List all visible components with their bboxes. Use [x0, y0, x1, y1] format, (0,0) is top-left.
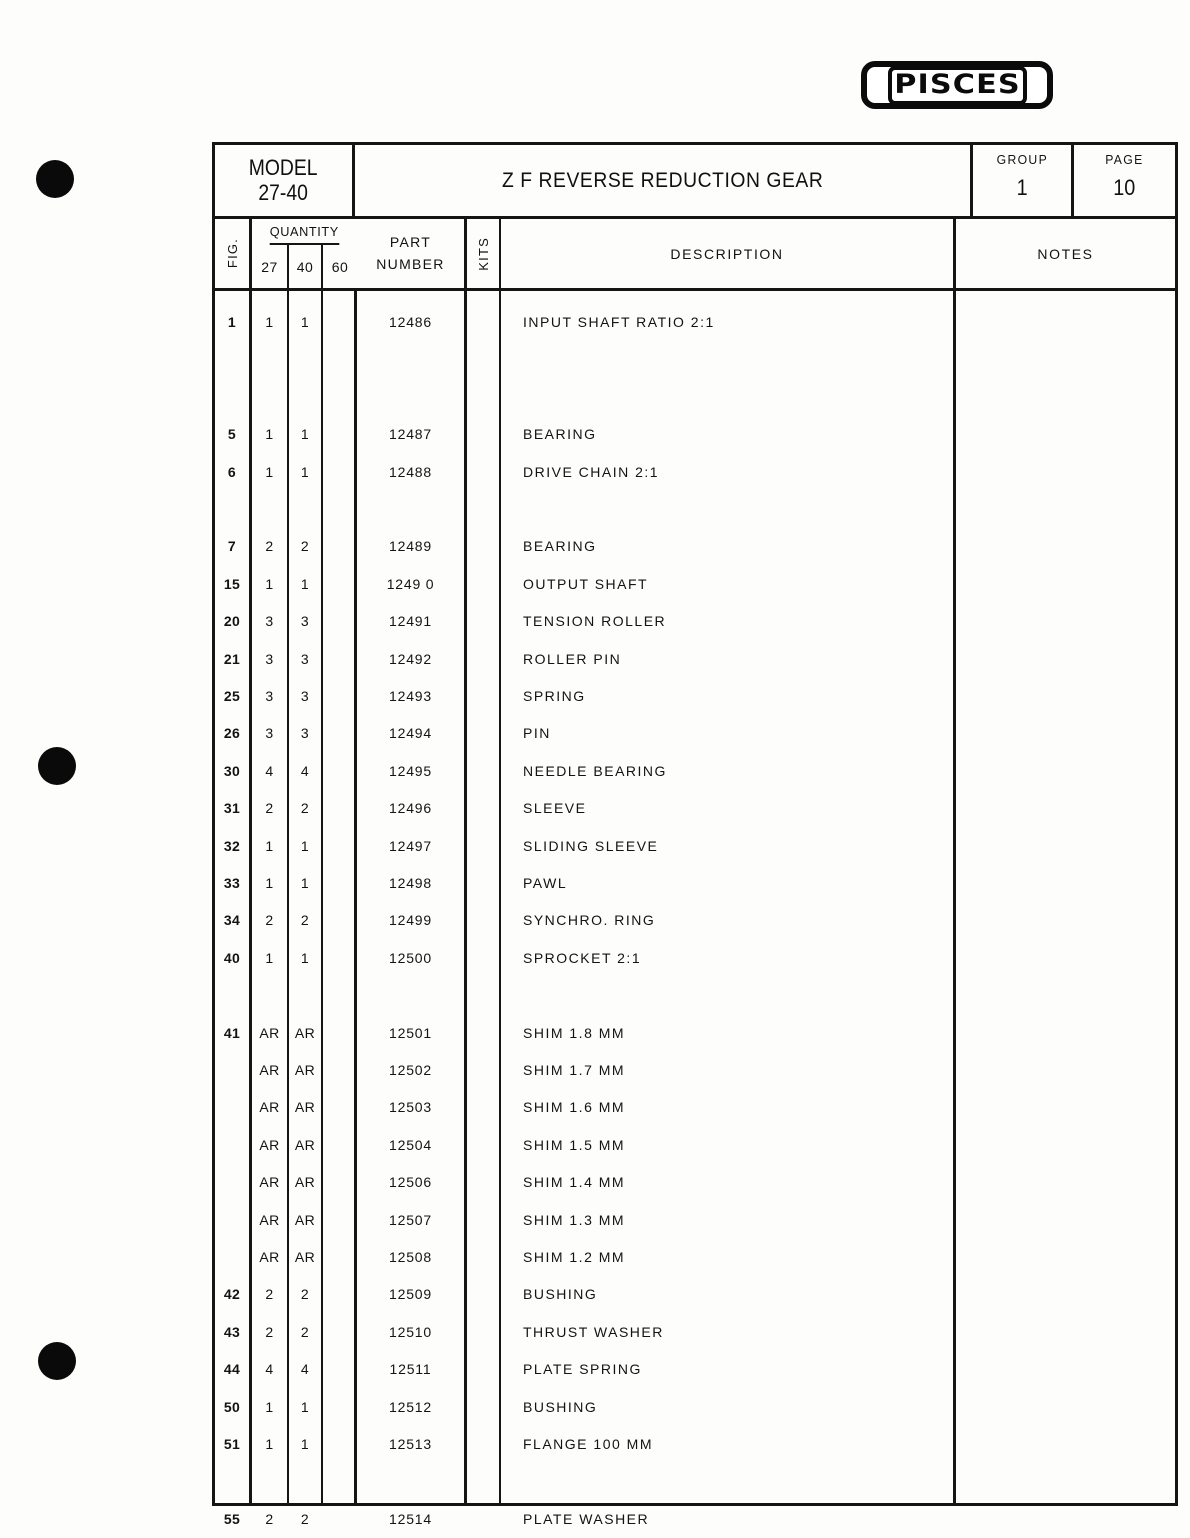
cell-qty-40: 3 — [300, 613, 310, 630]
cell-notes — [956, 874, 1175, 892]
cell-description: SHIM 1.7 MM — [523, 1062, 626, 1078]
col-header-quantity — [252, 219, 357, 288]
cell-qty-60 — [323, 1360, 354, 1378]
cell-qty-40: 1 — [300, 1398, 310, 1415]
cell-part-number: 12507 — [389, 1211, 432, 1228]
cell-qty-27: 2 — [265, 1323, 274, 1340]
col-header-part-number — [357, 219, 467, 288]
cell-qty-40: 1 — [300, 314, 310, 330]
cell-qty-27: 1 — [265, 875, 274, 891]
cell-kits — [467, 799, 499, 817]
cell-qty-40: 4 — [300, 1361, 310, 1378]
cell-description: PLATE WASHER — [523, 1510, 650, 1527]
body-col-kits — [467, 291, 501, 1503]
body-col-part-number — [357, 291, 467, 1527]
cell-description: SHIM 1.5 MM — [523, 1136, 626, 1153]
cell-qty-27: 1 — [265, 426, 274, 443]
cell-qty-60 — [323, 1398, 354, 1416]
col-header-description — [501, 219, 956, 288]
cell-description: PIN — [523, 725, 551, 742]
cell-kits — [467, 1248, 499, 1266]
pisces-logo-text: PISCES — [893, 68, 1021, 100]
cell-qty-40: 1 — [300, 1436, 310, 1452]
cell-qty-27: AR — [259, 1174, 280, 1191]
cell-qty-60 — [323, 463, 354, 481]
cell-description: TENSION ROLLER — [523, 613, 667, 630]
cell-notes — [956, 1285, 1175, 1303]
cell-part-number: 12502 — [389, 1062, 432, 1078]
page-cell — [1074, 145, 1175, 216]
cell-qty-27: AR — [259, 1249, 280, 1265]
cell-qty-27: 1 — [265, 1398, 274, 1415]
cell-qty-27: 1 — [265, 314, 274, 330]
cell-fig: 41 — [223, 1024, 241, 1041]
cell-notes — [956, 1435, 1175, 1453]
cell-fig — [215, 1211, 249, 1229]
cell-part-number: 12497 — [389, 837, 432, 854]
cell-qty-40: 4 — [300, 762, 310, 779]
cell-qty-60 — [323, 537, 354, 555]
cell-notes — [956, 1510, 1175, 1528]
page-value: 10 — [1113, 175, 1136, 200]
cell-fig: 15 — [223, 575, 241, 592]
cell-qty-60 — [323, 1061, 354, 1079]
cell-qty-40: 1 — [300, 837, 310, 854]
cell-kits — [467, 575, 499, 593]
cell-fig — [215, 1098, 249, 1116]
parts-table — [212, 142, 1178, 1527]
cell-qty-27: 4 — [265, 762, 274, 779]
cell-description: BEARING — [523, 538, 597, 555]
cell-qty-27: AR — [259, 1211, 280, 1228]
cell-qty-40: 1 — [300, 575, 310, 592]
cell-qty-27: 2 — [265, 1510, 274, 1527]
cell-part-number: 12512 — [389, 1398, 432, 1415]
cell-qty-40: 2 — [300, 800, 310, 817]
cell-qty-27: 1 — [265, 949, 274, 966]
cell-description: NEEDLE BEARING — [523, 762, 667, 779]
cell-description: THRUST WASHER — [523, 1323, 664, 1340]
cell-part-number: 12508 — [389, 1249, 432, 1265]
cell-notes — [956, 1323, 1175, 1341]
cell-qty-40: 1 — [300, 949, 310, 966]
cell-description: SHIM 1.2 MM — [523, 1249, 626, 1265]
cell-qty-27: 3 — [265, 688, 274, 704]
cell-fig — [215, 1136, 249, 1154]
cell-fig: 5 — [227, 426, 237, 443]
cell-part-number: 12503 — [389, 1099, 432, 1116]
cell-notes — [956, 949, 1175, 967]
cell-fig: 26 — [223, 725, 241, 742]
cell-kits — [467, 837, 499, 855]
cell-qty-40: 1 — [300, 875, 310, 891]
cell-notes — [956, 1248, 1175, 1266]
cell-qty-27: 1 — [265, 575, 274, 592]
cell-kits — [467, 911, 499, 929]
cell-qty-27: 2 — [265, 800, 274, 817]
description-column-label: DESCRIPTION — [670, 245, 784, 262]
cell-description: SHIM 1.3 MM — [523, 1211, 626, 1228]
cell-notes — [956, 762, 1175, 780]
cell-part-number: 12501 — [389, 1024, 432, 1041]
col-header-notes — [956, 219, 1175, 288]
cell-notes — [956, 911, 1175, 929]
cell-kits — [467, 537, 499, 555]
cell-part-number: 12488 — [389, 463, 432, 480]
cell-notes — [956, 1098, 1175, 1116]
body-col-qty-27 — [252, 291, 289, 1527]
cell-part-number: 12510 — [389, 1323, 432, 1340]
column-header-band — [215, 219, 1175, 291]
cell-notes — [956, 1024, 1175, 1042]
cell-qty-40: AR — [294, 1249, 316, 1265]
cell-fig: 7 — [227, 538, 237, 555]
cell-qty-40: AR — [294, 1099, 316, 1116]
cell-kits — [467, 1510, 499, 1528]
body-col-fig — [215, 291, 252, 1527]
cell-notes — [956, 612, 1175, 630]
cell-description: BUSHING — [523, 1286, 598, 1303]
cell-description: INPUT SHAFT RATIO 2:1 — [523, 314, 715, 330]
cell-qty-40: AR — [294, 1062, 316, 1078]
cell-qty-60 — [323, 1173, 354, 1191]
part-label-line2: NUMBER — [376, 255, 445, 272]
cell-fig: 6 — [227, 463, 237, 480]
cell-fig: 44 — [223, 1361, 241, 1378]
cell-notes — [956, 575, 1175, 593]
cell-qty-60 — [323, 575, 354, 593]
cell-description: PAWL — [523, 875, 568, 891]
cell-kits — [467, 762, 499, 780]
group-value: 1 — [1016, 175, 1028, 200]
cell-notes — [956, 1360, 1175, 1378]
cell-qty-27: 2 — [265, 912, 274, 929]
cell-qty-60 — [323, 1024, 354, 1042]
cell-kits — [467, 650, 499, 668]
cell-part-number: 12496 — [389, 800, 432, 817]
cell-fig: 51 — [223, 1436, 241, 1452]
cell-notes — [956, 837, 1175, 855]
cell-qty-40: AR — [294, 1211, 316, 1228]
cell-description: DRIVE CHAIN 2:1 — [523, 463, 660, 480]
cell-qty-40: 3 — [300, 725, 310, 742]
cell-qty-60 — [323, 1285, 354, 1303]
cell-notes — [956, 650, 1175, 668]
cell-qty-40: 3 — [300, 650, 310, 667]
cell-part-number: 12492 — [389, 650, 432, 667]
cell-part-number: 12495 — [389, 762, 432, 779]
cell-fig: 31 — [223, 800, 241, 817]
col-header-qty-60: 60 — [331, 258, 349, 275]
binder-hole-bottom — [38, 1342, 76, 1380]
cell-qty-40: 1 — [300, 463, 310, 480]
kits-column-label: KITS — [475, 236, 491, 271]
cell-fig: 50 — [223, 1398, 241, 1415]
cell-notes — [956, 463, 1175, 481]
cell-part-number: 12504 — [389, 1136, 432, 1153]
cell-notes — [956, 425, 1175, 443]
cell-kits — [467, 1061, 499, 1079]
cell-fig: 25 — [223, 688, 241, 704]
cell-description: BUSHING — [523, 1398, 598, 1415]
cell-description: SPROCKET 2:1 — [523, 949, 642, 966]
cell-kits — [467, 313, 499, 331]
cell-part-number: 12498 — [389, 875, 432, 891]
cell-part-number: 12509 — [389, 1286, 432, 1303]
cell-description: SHIM 1.6 MM — [523, 1099, 626, 1116]
cell-notes — [956, 799, 1175, 817]
cell-qty-60 — [323, 1248, 354, 1266]
cell-fig — [215, 1173, 249, 1191]
cell-qty-40: 2 — [300, 1510, 310, 1527]
cell-fig: 32 — [223, 837, 241, 854]
cell-qty-27: 3 — [265, 613, 274, 630]
cell-qty-40: AR — [294, 1174, 316, 1191]
binder-hole-middle — [38, 747, 76, 785]
pisces-logo-inner — [888, 66, 1027, 105]
cell-notes — [956, 1136, 1175, 1154]
cell-kits — [467, 612, 499, 630]
cell-kits — [467, 1024, 499, 1042]
cell-part-number: 12499 — [389, 912, 432, 929]
cell-kits — [467, 1285, 499, 1303]
cell-qty-60 — [323, 1435, 354, 1453]
cell-qty-40: 3 — [300, 688, 310, 704]
cell-qty-40: AR — [294, 1136, 316, 1153]
cell-part-number: 12489 — [389, 538, 432, 555]
cell-notes — [956, 724, 1175, 742]
cell-part-number: 12491 — [389, 613, 432, 630]
cell-part-number: 12486 — [389, 314, 432, 330]
cell-qty-60 — [323, 911, 354, 929]
cell-fig: 55 — [223, 1510, 241, 1527]
cell-qty-27: 1 — [265, 837, 274, 854]
cell-part-number: 12514 — [389, 1510, 432, 1527]
cell-description: SHIM 1.8 MM — [523, 1024, 626, 1041]
cell-kits — [467, 687, 499, 705]
cell-fig — [215, 1061, 249, 1079]
page-label: PAGE — [1105, 152, 1144, 167]
cell-description: SLEEVE — [523, 800, 587, 817]
table-body — [215, 291, 1175, 1527]
cell-description: SHIM 1.4 MM — [523, 1174, 626, 1191]
assembly-title-cell — [355, 145, 973, 216]
cell-qty-40: 2 — [300, 912, 310, 929]
quantity-column-label: QUANTITY — [270, 219, 339, 245]
cell-kits — [467, 724, 499, 742]
cell-qty-40: 2 — [300, 1286, 310, 1303]
cell-qty-27: AR — [259, 1136, 280, 1153]
cell-qty-60 — [323, 1323, 354, 1341]
model-label: MODEL — [249, 154, 318, 180]
cell-part-number: 12500 — [389, 949, 432, 966]
cell-qty-60 — [323, 1211, 354, 1229]
cell-qty-60 — [323, 1098, 354, 1116]
cell-description: FLANGE 100 MM — [523, 1436, 653, 1452]
cell-notes — [956, 1173, 1175, 1191]
cell-qty-60 — [323, 874, 354, 892]
cell-kits — [467, 1435, 499, 1453]
body-col-notes — [956, 291, 1175, 1503]
assembly-title: Z F REVERSE REDUCTION GEAR — [501, 168, 824, 192]
model-value: 27-40 — [258, 179, 309, 205]
cell-kits — [467, 1323, 499, 1341]
cell-kits — [467, 874, 499, 892]
cell-qty-60 — [323, 1510, 354, 1528]
cell-qty-60 — [323, 425, 354, 443]
cell-qty-60 — [323, 1136, 354, 1154]
cell-qty-60 — [323, 687, 354, 705]
cell-qty-27: 1 — [265, 1436, 274, 1452]
cell-kits — [467, 1398, 499, 1416]
cell-description: SPRING — [523, 688, 586, 704]
body-col-qty-60 — [323, 291, 357, 1503]
cell-qty-60 — [323, 799, 354, 817]
cell-fig: 34 — [223, 912, 241, 929]
cell-qty-60 — [323, 837, 354, 855]
cell-part-number: 12487 — [389, 426, 432, 443]
col-header-qty-27: 27 — [252, 245, 289, 288]
cell-qty-40: 1 — [300, 426, 310, 443]
binder-hole-top — [36, 160, 74, 198]
cell-part-number: 12493 — [389, 688, 432, 704]
group-cell — [973, 145, 1074, 216]
group-label: GROUP — [996, 152, 1048, 167]
cell-kits — [467, 425, 499, 443]
cell-qty-27: 3 — [265, 650, 274, 667]
cell-qty-27: 1 — [265, 463, 274, 480]
cell-part-number: 12513 — [389, 1436, 432, 1452]
cell-kits — [467, 1211, 499, 1229]
cell-kits — [467, 949, 499, 967]
cell-notes — [956, 1061, 1175, 1079]
col-header-kits — [467, 219, 501, 288]
cell-kits — [467, 1098, 499, 1116]
cell-qty-40: AR — [294, 1024, 316, 1041]
cell-description: SLIDING SLEEVE — [523, 837, 659, 854]
cell-qty-60 — [323, 762, 354, 780]
cell-qty-27: 3 — [265, 725, 274, 742]
cell-notes — [956, 313, 1175, 331]
cell-qty-27: AR — [259, 1062, 280, 1078]
cell-fig: 20 — [223, 613, 241, 630]
cell-fig: 33 — [223, 875, 241, 891]
body-col-description — [501, 291, 956, 1527]
cell-qty-60 — [323, 949, 354, 967]
cell-description: SYNCHRO. RING — [523, 912, 656, 929]
cell-qty-60 — [323, 724, 354, 742]
cell-fig: 30 — [223, 762, 241, 779]
cell-fig — [215, 1248, 249, 1266]
cell-qty-60 — [323, 612, 354, 630]
col-header-qty-40: 40 — [289, 245, 323, 288]
cell-qty-27: 2 — [265, 1286, 274, 1303]
cell-qty-27: AR — [259, 1099, 280, 1116]
cell-fig: 42 — [223, 1286, 241, 1303]
quantity-subcolumns — [252, 245, 357, 288]
cell-part-number: 1249 0 — [386, 575, 435, 592]
cell-notes — [956, 687, 1175, 705]
cell-notes — [956, 537, 1175, 555]
fig-column-label: FIG. — [224, 238, 240, 269]
cell-description: BEARING — [523, 426, 597, 443]
cell-kits — [467, 1136, 499, 1154]
pisces-logo — [861, 61, 1053, 109]
cell-part-number: 12506 — [389, 1174, 432, 1191]
cell-kits — [467, 1360, 499, 1378]
cell-kits — [467, 1173, 499, 1191]
cell-qty-27: 4 — [265, 1361, 274, 1378]
cell-notes — [956, 1211, 1175, 1229]
cell-notes — [956, 1398, 1175, 1416]
cell-description: PLATE SPRING — [523, 1361, 642, 1378]
cell-qty-40: 2 — [300, 538, 310, 555]
cell-fig: 1 — [227, 314, 237, 330]
body-col-qty-40 — [289, 291, 323, 1527]
cell-fig: 40 — [223, 949, 241, 966]
cell-description: ROLLER PIN — [523, 650, 622, 667]
cell-kits — [467, 463, 499, 481]
cell-fig: 43 — [223, 1323, 241, 1340]
cell-part-number: 12511 — [389, 1361, 432, 1378]
cell-qty-27: 2 — [265, 538, 274, 555]
col-header-fig — [215, 219, 252, 288]
cell-qty-60 — [323, 650, 354, 668]
cell-qty-60 — [323, 313, 354, 331]
cell-qty-40: 2 — [300, 1323, 310, 1340]
cell-fig: 21 — [223, 650, 241, 667]
cell-part-number: 12494 — [389, 725, 432, 742]
model-cell — [215, 145, 355, 216]
notes-column-label: NOTES — [1037, 245, 1094, 262]
part-label-line1: PART — [389, 233, 432, 250]
cell-description: OUTPUT SHAFT — [523, 575, 649, 592]
table-header-band — [215, 145, 1175, 219]
cell-qty-27: AR — [259, 1024, 280, 1041]
